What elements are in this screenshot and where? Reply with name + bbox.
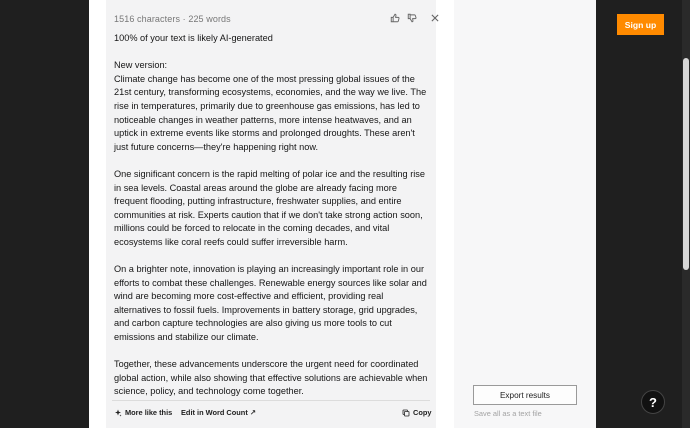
more-like-this-button[interactable]: [114, 408, 172, 417]
card-divider: [112, 400, 430, 401]
more-like-this-label: More like this: [125, 408, 173, 417]
thumbs-up-icon[interactable]: [389, 12, 400, 23]
copy-button[interactable]: [402, 408, 431, 417]
thumbs-down-icon[interactable]: [406, 12, 417, 23]
paragraph: On a brighter note, innovation is playing an increasingly important role in our efforts to combat these challenges. Renewable energy sources like solar and wind are becoming more cost-effective and efficient, providing real alternatives to fossil fuels. Improvements in battery storage, grid upgrades, and carbon capture technologies are also giving us more tools to cut emissions and stabilize our climate.: [114, 264, 427, 343]
text-stats: 1516 characters · 225 words: [114, 14, 231, 24]
sparkle-icon: [114, 409, 122, 417]
close-icon[interactable]: [429, 12, 440, 23]
paragraph: Together, these advancements underscore the urgent need for coordinated global action, while also showing that effective solutions are achievable when science, policy, and technology come together.: [114, 359, 428, 397]
sign-up-button[interactable]: Sign up: [617, 14, 664, 35]
copy-icon: [402, 409, 410, 417]
help-button[interactable]: ?: [641, 390, 665, 414]
paragraph: Climate change has become one of the most pressing global issues of the 21st century, transforming ecosystems, economies, and the way we live. The rise in temperatures, primarily due to greenhouse gas emissions, has led to noticeable changes in weather patterns, more intense heatwaves, and an uptick in extreme events like storms and prolonged droughts. These aren't just future concerns—they're happening right now.: [114, 73, 427, 152]
new-version-label: New version:: [114, 60, 168, 71]
export-description: Save all as a text file: [474, 409, 542, 418]
detection-result: 100% of your text is likely AI-generated: [114, 33, 273, 43]
results-sidebar: [454, 0, 596, 428]
export-results-button[interactable]: Export results: [473, 385, 577, 405]
copy-label: Copy: [413, 408, 432, 417]
edit-in-word-count-label: Edit in Word Count ↗: [181, 408, 257, 417]
card-actions: [389, 12, 440, 23]
scrollbar-thumb[interactable]: [683, 58, 689, 270]
result-text: [114, 32, 430, 413]
paragraph: One significant concern is the rapid melting of polar ice and the resulting rise in sea levels. Coastal areas around the globe are already facing more frequent flooding, putting infrastructure, freshwater supplies, and entire communities at risk. Experts caution that if we don't take strong action soon, millions could be forced to relocate in the coming decades, and vital ecosystems like coral reefs could suffer irreversible harm.: [114, 168, 426, 247]
edit-in-word-count-link[interactable]: [181, 408, 256, 417]
